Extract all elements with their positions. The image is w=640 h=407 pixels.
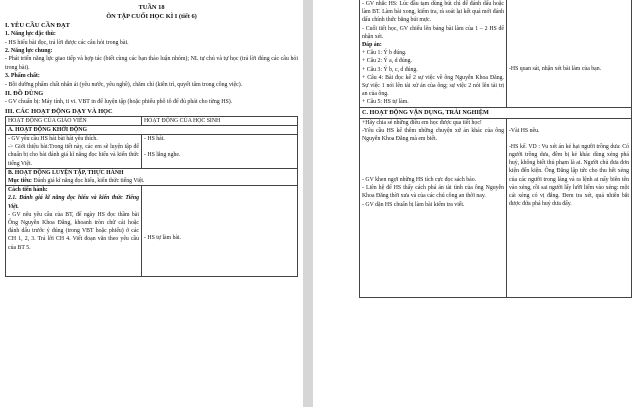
materials-text: - GV chuẩn bị: Máy tính, ti vi. VBT in để luyện tập (hoặc phiếu phô tô để đủ phát cho từng HS). xyxy=(5,99,233,106)
a-student-line-2: - HS lắng nghe. xyxy=(144,152,181,159)
heading-qualities: 3. Phẩm chất: xyxy=(5,73,40,80)
answer-1: + Câu 1: Ý b đúng. xyxy=(362,50,407,57)
section-b-heading-cell xyxy=(6,168,298,185)
header-teacher: HOẠT ĐỘNG CỦA GIÁO VIÊN xyxy=(6,116,142,125)
table-row xyxy=(360,118,632,297)
answer-3: + Câu 3: Ý b, c, d đúng. xyxy=(362,66,418,73)
goal-label: Mục tiêu: xyxy=(8,177,32,184)
table-header-row xyxy=(6,116,298,125)
section-c-teacher-cell: +Hãy chia sẻ những điều em học được qua tiết học! -Yêu cầu HS kể thêm những chuyện xử án khác của ông Nguyễn Khoa Đăng mà em biết. - GV khen ngợi những HS tích cực đọc sách báo. - Liên hệ để HS thấy cách phá án tài tình của ông Nguyễn Khoa Đăng thời xưa và của các chú công an thời nay. - GV dặn HS chuẩn bị làm bài kiểm tra viết. xyxy=(360,118,507,297)
c-student-line-2: -HS kể. VD : Vu xét án kẻ hại người trồng dưa: Có người trồng dưa, đêm bị kẻ khác dùng xẻng phá huỷ, không biết thủ phạm là ai. Người chủ đưa đơn kiện đến kiện. Ông Đăng lập tức cho thu hết xẻng của các người trong làng và ra lệnh ai nấy biên tên vào xẻng, rồi sai người lấy lưỡi liếm vào xẻng: một cái xẻng có vị đắng. Đem tra xét, quả nhiên bắt được đứa phá huỷ dưa đấy. xyxy=(509,143,629,208)
qualities-text: - Bồi dưỡng phẩm chất nhân ái (yêu nước, yêu nghề), chăm chỉ (kiên trì, quyết tâm trong công việc). xyxy=(5,81,243,88)
answer-4: + Câu 4: Bài đọc kể 2 sự việc về ông Nguyễn Khoa Đăng. Sự việc 1 nói lên tài xử án của ông; sự việc 2 nói lên tài trị an của ông. xyxy=(362,74,504,98)
answer-key-label: Đáp án: xyxy=(362,42,382,49)
general-competence-text: - Phát triển năng lực giao tiếp và hợp tác (biết cùng các bạn thảo luận nhóm); NL tự chủ và tự học (trả lời đúng các câu hỏi trong bài). xyxy=(5,56,298,71)
left-page xyxy=(0,0,303,407)
section-row xyxy=(6,168,298,185)
a-teacher-line-2: -> Giới thiệu bài:Trong tiết này, các em sẽ luyện tập để chuẩn bị cho bài đánh giá kĩ năng đọc hiểu và kiến thức tiếng Việt. xyxy=(8,144,139,167)
header-student: HOẠT ĐỘNG CỦA HỌC SINH xyxy=(142,116,298,125)
specific-competence-text: - HS hiểu bài đọc, trả lời được các câu hỏi trong bài. xyxy=(5,39,129,46)
table-row xyxy=(6,134,298,168)
section-row xyxy=(6,125,298,134)
section-a-heading: A. HOẠT ĐỘNG KHỞI ĐỘNG xyxy=(6,125,298,134)
section-b-teacher-cell xyxy=(6,186,142,277)
section-activities: III. CÁC HOẠT ĐỘNG DẠY VÀ HỌC xyxy=(5,107,113,115)
heading-general-competence: 2. Năng lực chung: xyxy=(5,47,53,54)
teacher-reminder: - GV nhắc HS: Lúc đầu tạm dùng bút chì để đánh dấu hoặc làm BT. Làm bài xong, kiểm tra, rà soát lại kết quả mới đánh dấu chính thức bằng bút mực. xyxy=(362,1,504,24)
a-student-line-1: - HS hát. xyxy=(144,135,165,142)
right-page xyxy=(313,0,640,407)
section-c-heading: C. HOẠT ĐỘNG VẬN DỤNG, TRẢI NGHIỆM xyxy=(360,107,632,118)
section-c-student-cell xyxy=(507,118,632,297)
activities-table-left xyxy=(5,116,298,278)
section-a-teacher-cell xyxy=(6,134,142,168)
section-a-student-cell xyxy=(142,134,298,168)
c-student-line-1: -Vài HS nêu. xyxy=(509,127,540,134)
section-materials: II. ĐỒ DÙNG xyxy=(5,90,44,98)
answers-student-cell xyxy=(507,0,632,107)
procedure-step-2-1: 2.1. Đánh giá kĩ năng đọc hiểu và kiến thức Tiếng Việt. xyxy=(8,195,139,210)
goal-text: Đánh giá kĩ năng đọc hiểu, kiến thức tiếng Việt. xyxy=(32,177,145,184)
section-b-heading: B. HOẠT ĐỘNG LUYỆN TẬP, THỰC HÀNH xyxy=(8,169,124,176)
section-row xyxy=(360,107,632,118)
heading-specific-competence: 1. Năng lực đặc thù: xyxy=(5,31,56,37)
b-student-text: - HS tự làm bài. xyxy=(144,235,182,242)
procedure-label: Cách tiến hành: xyxy=(8,187,48,194)
lesson-title: ÔN TẬP CUỐI HỌC KÌ I (tiết 6) xyxy=(106,13,197,20)
answers-teacher-cell xyxy=(360,0,507,107)
week-heading: TUẦN 18 xyxy=(138,4,165,11)
section-b-goal xyxy=(8,177,295,185)
teacher-review: - Cuối tiết học, GV chiếu lên bảng bài làm của 1 – 2 HS để nhận xét. xyxy=(362,25,504,40)
student-observe-text: -HS quan sát, nhận xét bài làm của bạn. xyxy=(509,66,602,72)
section-requirements: I. YÊU CẦU CẦN ĐẠT xyxy=(5,22,70,29)
procedure-teacher-text: - GV nêu yêu cầu của BT, để ngày HS đọc thầm bài Ông Nguyễn Khoa Đăng, khoanh tròn chữ cái hoặc đánh dấu trước ý đúng (trong VBT hoặc phiếu) ở các CH 1, 2, 3. Trả lời CH 4. Viết đoạn văn theo yêu cầu của BT 5. xyxy=(8,211,139,251)
section-b-student-cell xyxy=(142,186,298,277)
a-teacher-line-1: - GV yêu cầu HS hát bài hát yêu thích. xyxy=(8,135,98,142)
answer-5: + Câu 5: HS tự làm. xyxy=(362,99,409,106)
table-row xyxy=(360,0,632,107)
activities-table-right xyxy=(359,0,632,298)
answer-2: + Câu 2: Ý a, d đúng. xyxy=(362,58,412,65)
table-row xyxy=(6,186,298,277)
